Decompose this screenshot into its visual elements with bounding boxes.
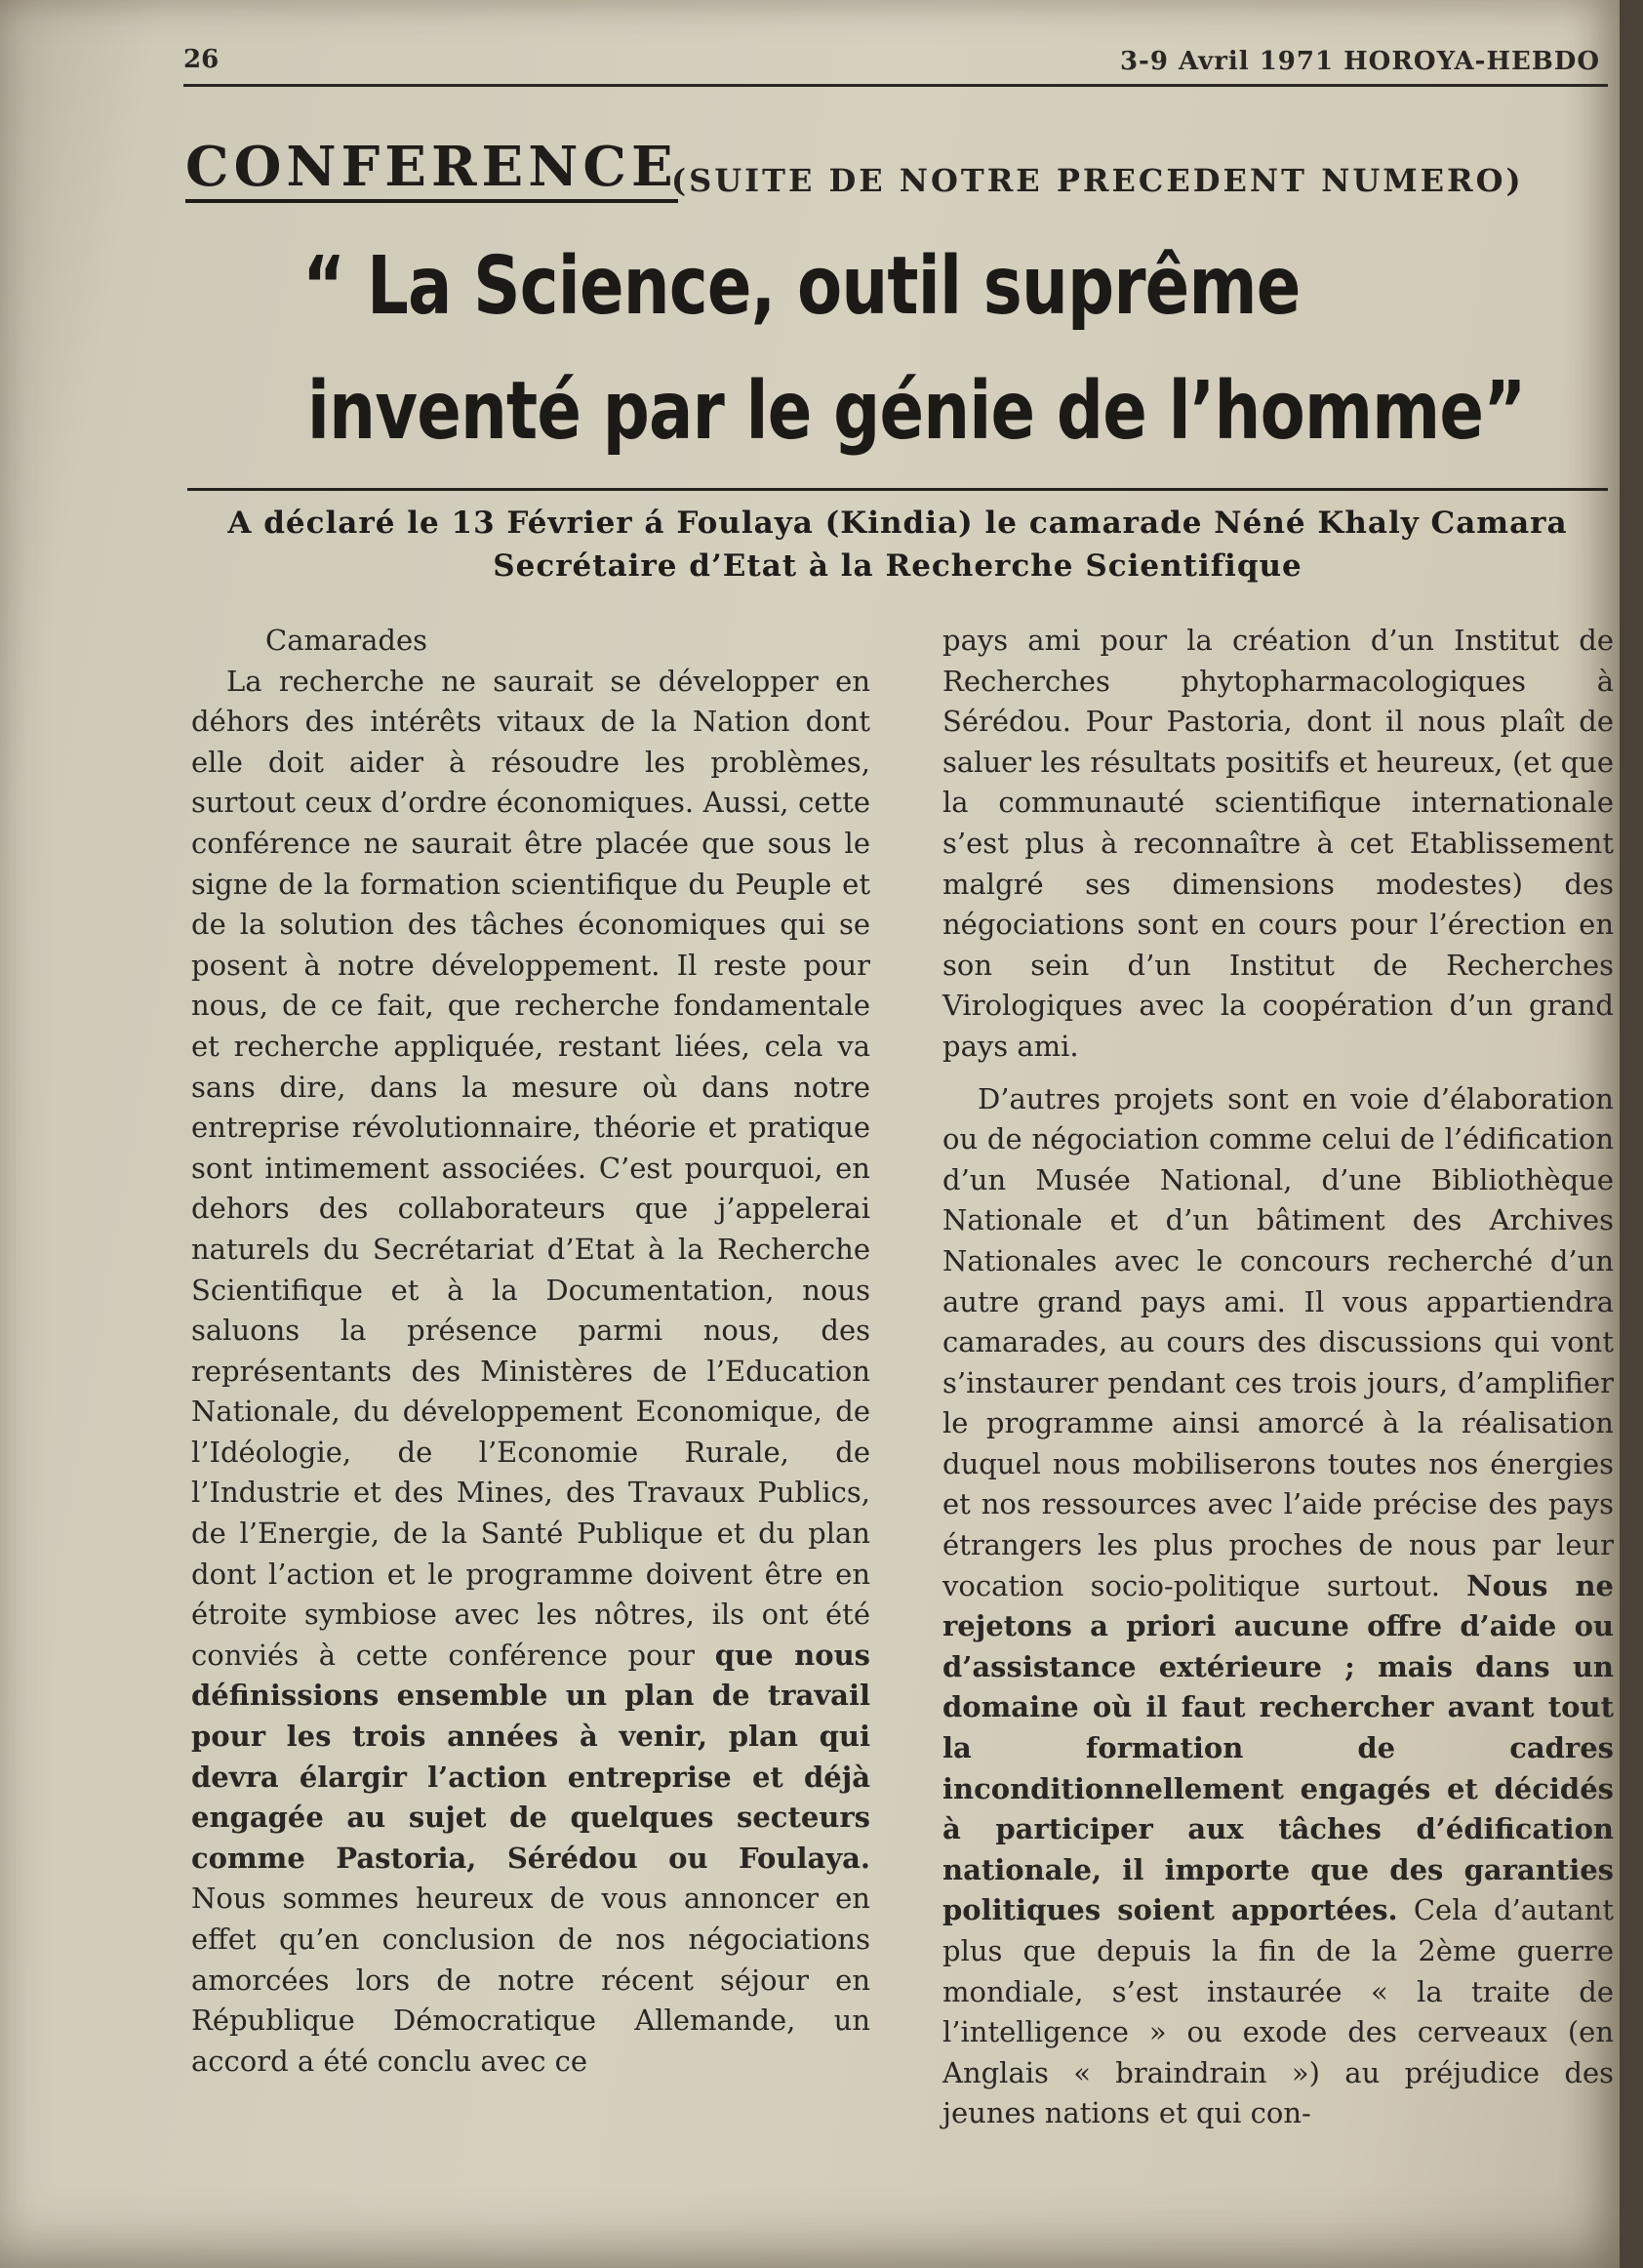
salutation: Camarades bbox=[265, 624, 428, 657]
paragraph-text: La recherche ne saurait se développer en déhors des intérêts vitaux de la Nation dont elle doit aider à résoudre les problèmes, surtout ceux d’ordre économiques. Aussi, cette conférence ne saurait être placée que sous le signe de la formation scientifique du Peuple et de la solution des tâches économiques qui se posent à notre développement. Il reste pour nous, de ce fait, que recherche fondamentale et recherche appliquée, restant liées, cela va sans dire, dans la mesure où dans notre entreprise révolutionnaire, théorie et pratique sont intimement associées. C’est pourquoi, en dehors des collaborateurs que j’appelerai naturels du Secrétariat d’Etat à la Recherche Scientifique et à la Documentation, nous saluons la présence parmi nous, des représentants des Ministères de l’Education Nationale, du développement Economique, de l’Idéologie, de l’Economie Rurale, de l’Industrie et des Mines, des Travaux Publics, de l’Energie, de la Santé Publique et du plan dont l’action et le programme doivent être en étroite symbiose avec les nôtres, ils ont été conviés à cette conférence pour bbox=[191, 664, 870, 1672]
deck bbox=[187, 502, 1608, 587]
title-rule bbox=[187, 488, 1608, 491]
paragraph-text: D’autres projets sont en voie d’élaboration ou de négociation comme celui de l’édification d’un Musée National, d’une Bibliothèque Nationale et d’un bâtiment des Archives Nationales avec le concours recherché d’un autre grand pays ami. Il vous appartiendra camarades, au cours des discussions qui vont s’instaurer pendant ces trois jours, d’amplifier le programme ainsi amorcé à la réalisation duquel nous mobiliserons toutes nos énergies et nos ressources avec l’aide précise des pays étrangers les plus proches de nous par leur vocation socio-politique surtout. bbox=[942, 1081, 1614, 1602]
section-rubric: CONFERENCE bbox=[185, 139, 678, 203]
paragraph: pays ami pour la création d’un Institut de Recherches phytopharmacologiques à Sérédou. Pour Pastoria, dont il nous plaît de saluer les résultats positifs et heureux, (et que la communauté scientifique internationale s’est plus à reconnaître à cet Etablissement malgré ses dimensions modestes) des négociations sont en cours pour l’érection en son sein d’un Institut de Recherches Virologiques avec la coopération d’un grand pays ami. bbox=[942, 624, 1614, 1063]
rubric-note: (SUITE DE NOTRE PRECEDENT NUMERO) bbox=[671, 162, 1524, 199]
paragraph-text: Nous sommes heureux de vous annoncer en effet qu’en conclusion de nos négociations amorcées lors de notre récent séjour en République Démocratique Allemande, un accord a été conclu avec ce bbox=[191, 1882, 870, 2078]
article-column-right bbox=[942, 621, 1614, 2134]
paragraph bbox=[942, 1079, 1614, 2134]
issue-date: 3-9 Avril 1971 HOROYA-HEBDO bbox=[1119, 47, 1600, 76]
running-head bbox=[183, 43, 1600, 86]
header-rule bbox=[183, 84, 1608, 87]
headline-line-2: inventé par le génie de l’homme” bbox=[306, 365, 1526, 458]
headline bbox=[302, 224, 1526, 474]
paragraph-text: Cela d’autant plus que depuis la fin de la 2ème guerre mondiale, s’est instaurée « la traite de l’intelligence » ou exode des cerveaux (en Anglais « braindrain ») au préjudice des jeunes nations et qui con- bbox=[942, 1893, 1614, 2130]
page-number: 26 bbox=[183, 45, 220, 74]
paragraph-bold-text: Nous ne rejetons a priori aucune offre d’aide ou d’assistance extérieure ; mais dans un domaine où il faut rechercher avant tout la formation de cadres inconditionnellement engagés et décidés à participer aux tâches d’édification nationale, il importe que des garanties politiques soient apportées. bbox=[942, 1568, 1615, 1927]
paragraph-bold-text: que nous définissions ensemble un plan de travail pour les trois années à venir, plan qui devra élargir l’action entreprise et déjà engagée au sujet de quelques secteurs comme Pastoria, Sérédou ou Foulaya. bbox=[191, 1638, 871, 1875]
paragraph bbox=[191, 662, 870, 2083]
deck-line-2: Secrétaire d’Etat à la Recherche Scientifique bbox=[493, 548, 1302, 584]
headline-line-1: “ La Science, outil suprême bbox=[302, 240, 1301, 333]
deck-line-1: A déclaré le 13 Février á Foulaya (Kindia) le camarade Néné Khaly Camara bbox=[227, 506, 1568, 541]
article-column-left bbox=[191, 621, 870, 2082]
